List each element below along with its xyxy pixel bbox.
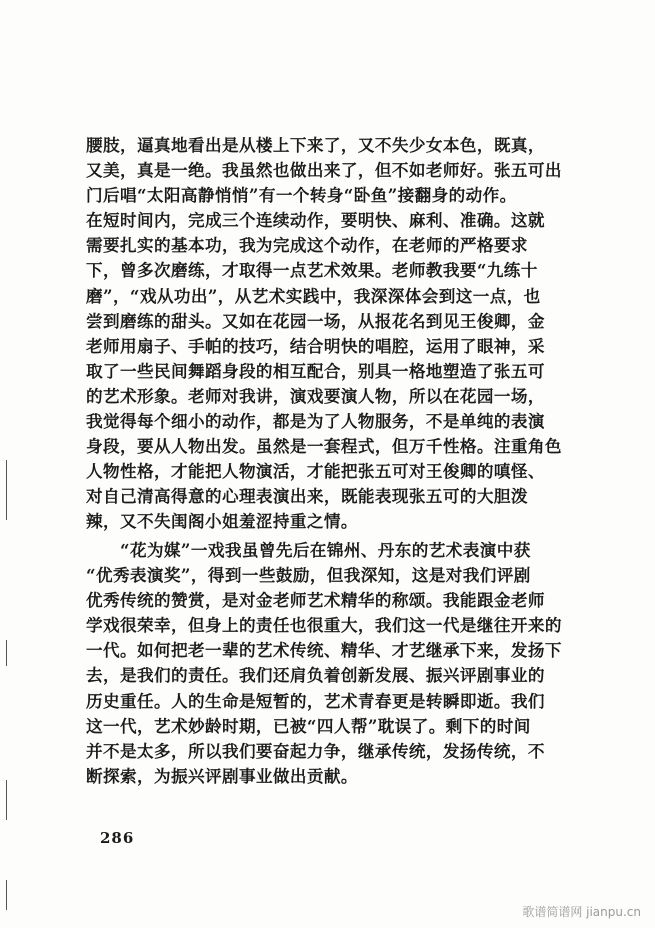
- text-line: 我觉得每个细小的动作，都是为了人物服务，不是单纯的表演: [86, 411, 545, 432]
- paragraph-1: [86, 133, 571, 535]
- text-line: 优秀传统的赞赏，是对金老师艺术精华的称颂。我能跟金老师: [86, 590, 545, 611]
- text-line: 需要扎实的基本功，我为完成这个动作，在老师的严格要求: [86, 235, 528, 256]
- text-line: 下，曾多次磨练，才取得一点艺术效果。老师教我要“九练十: [86, 260, 538, 281]
- text-line: 磨”，“戏从功出”，从艺术实践中，我深深体会到这一点，也: [86, 285, 541, 306]
- page-number: 286: [100, 829, 135, 847]
- text-line: 腰肢，逼真地看出是从楼上下来了，又不失少女本色，既真，: [86, 135, 545, 155]
- text-line: 尝到磨练的甜头。又如在花园一场，从报花名到见王俊卿，金: [86, 310, 545, 331]
- text-line: 断探索，为振兴评剧事业做出贡献。: [86, 765, 358, 786]
- text-line: 人物性格，才能把人物演活，才能把张五可对王俊卿的嗔怪、: [86, 461, 545, 482]
- text-line: 的艺术形象。老师对我讲，演戏要演人物，所以在花园一场，: [86, 385, 545, 406]
- text-line: 老师用扇子、手帕的技巧，结合明快的唱腔，运用了眼神，采: [86, 335, 545, 356]
- text-line: 这一代，艺术妙龄时期，已被“四人帮”耽误了。剩下的时间: [86, 715, 531, 736]
- text-line: 学戏很荣幸，但身上的责任也很重大，我们这一代是继往开来的: [86, 615, 562, 636]
- text-line: 一代。如何把老一辈的艺术传统、精华、才艺继承下来，发扬下: [86, 640, 562, 661]
- scan-edge-mark: [6, 460, 7, 520]
- watermark: 歌谱简谱网 jianpu.cn: [522, 905, 641, 919]
- text-line: 门后唱“太阳高静悄悄”有一个转身“卧鱼”接翻身的动作。: [86, 185, 517, 206]
- text-line: 并不是太多，所以我们要奋起力争，继承传统，发扬传统，不: [86, 740, 545, 761]
- scan-edge-mark: [6, 880, 7, 910]
- text-line: 取了一些民间舞蹈身段的相互配合，别具一格地塑造了张五可: [86, 360, 545, 381]
- scan-edge-mark: [6, 640, 7, 666]
- text-line: 辣，又不失闺阁小姐羞涩持重之情。: [86, 511, 358, 532]
- text-line: 去，是我们的责任。我们还肩负着创新发展、振兴评剧事业的: [86, 665, 545, 686]
- text-line: “花为媒”一戏我虽曾先后在锦州、丹东的艺术表演中获: [120, 540, 531, 560]
- text-line: “优秀表演奖”，得到一些鼓励，但我深知，这是对我们评剧: [86, 565, 531, 586]
- paragraph-2: [86, 538, 571, 789]
- text-line: 又美，真是一绝。我虽然也做出来了，但不如老师好。张五可出: [86, 160, 562, 181]
- scan-edge-mark: [6, 780, 7, 820]
- text-line: 身段，要从人物出发。虽然是一套程式，但万千性格。注重角色: [86, 436, 562, 457]
- text-line: 对自己清高得意的心理表演出来，既能表现张五可的大胆泼: [86, 486, 528, 507]
- text-line: 历史重任。人的生命是短暂的，艺术青春更是转瞬即逝。我们: [86, 690, 545, 711]
- text-line: 在短时间内，完成三个连续动作，要明快、麻利、准确。这就: [86, 210, 545, 231]
